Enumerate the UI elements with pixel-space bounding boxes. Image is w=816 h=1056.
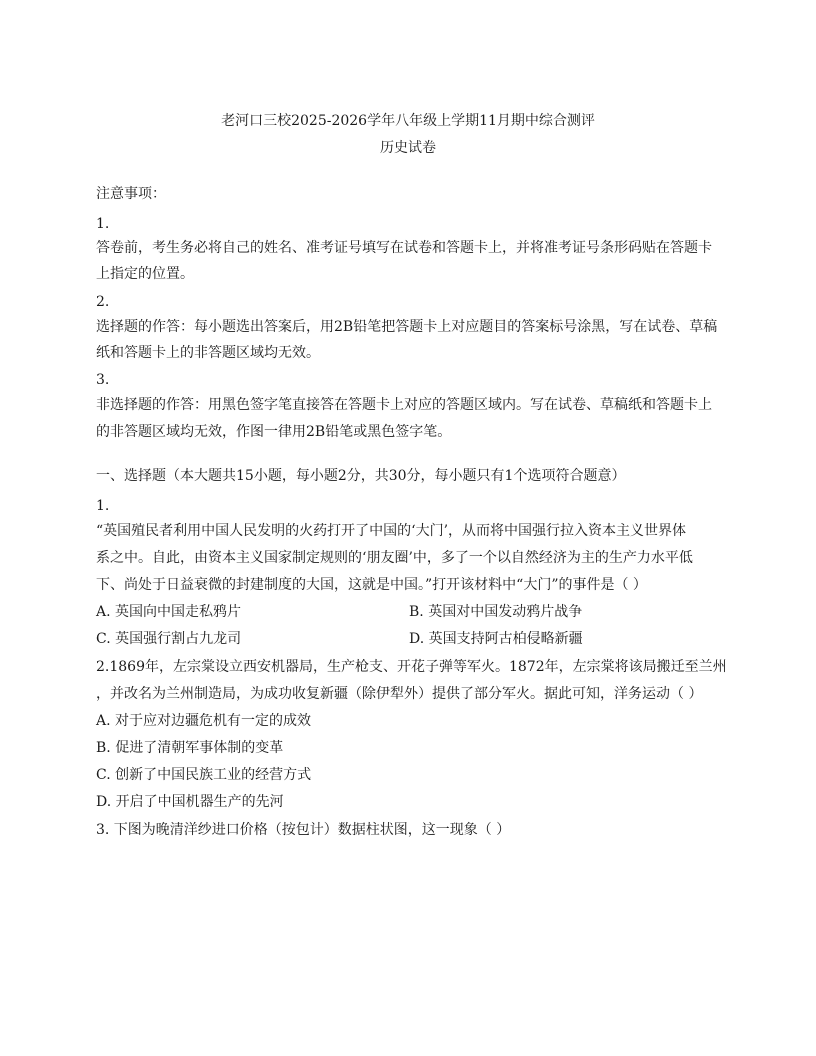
notice-item-number: 2. (96, 294, 110, 310)
question-text: 系之中。自此，由资本主义国家制定规则的‘朋友圈’中，多了一个以自然经济为主的生产力水平低 (96, 550, 693, 566)
answer-option-d: D. 开启了中国机器生产的先河 (96, 794, 284, 810)
notice-item-number: 3. (96, 372, 110, 388)
question-text: 3. 下图为晚清洋纱进口价格（按包计）数据柱状图，这一现象（ ） (96, 822, 511, 838)
answer-option-b: B. 促进了清朝军事体制的变革 (96, 740, 284, 756)
question-text: 2.1869年，左宗棠设立西安机器局，生产枪支、开花子弹等军火。1872年，左宗棠将该局搬迁至兰州 (96, 659, 727, 675)
answer-option-a: A. 对于应对边疆危机有一定的成效 (96, 713, 312, 729)
answer-option-c: C. 英国强行割占九龙司 (96, 631, 242, 647)
notice-heading: 注意事项： (96, 186, 166, 202)
question-number: 1. (96, 498, 110, 514)
notice-item-number: 1. (96, 216, 110, 232)
notice-item-text: 非选择题的作答：用黑色签字笔直接答在答题卡上对应的答题区域内。写在试卷、草稿纸和答题卡上 (96, 397, 712, 413)
notice-item-text: 上指定的位置。 (96, 266, 194, 282)
question-text: ，并改名为兰州制造局，为成功收复新疆（除伊犁外）提供了部分军火。据此可知，洋务运动（ ） (96, 686, 703, 702)
section-heading: 一、选择题（本大题共15小题，每小题2分，共30分，每小题只有1个选项符合题意） (96, 468, 626, 484)
notice-item-text: 答卷前，考生务必将自己的姓名、准考证号填写在试卷和答题卡上，并将准考证号条形码贴在答题卡 (96, 240, 712, 256)
notice-item-text: 纸和答题卡上的非答题区域均无效。 (96, 345, 320, 361)
answer-option-d: D. 英国支持阿古柏侵略新疆 (409, 631, 583, 647)
question-text: “英国殖民者利用中国人民发明的火药打开了中国的‘大门’，从而将中国强行拉入资本主义世界体 (96, 523, 687, 539)
exam-title: 老河口三校2025-2026学年八年级上学期11月期中综合测评 (221, 113, 595, 129)
exam-subject: 历史试卷 (380, 140, 436, 156)
notice-item-text: 选择题的作答：每小题选出答案后，用2B铅笔把答题卡上对应题目的答案标号涂黑，写在试卷、草稿 (96, 319, 718, 335)
answer-option-a: A. 英国向中国走私鸦片 (96, 604, 242, 620)
question-text: 下、尚处于日益衰微的封建制度的大国，这就是中国。”打开该材料中“大门”的事件是（ ） (96, 577, 647, 593)
notice-item-text: 的非答题区域均无效，作图一律用2B铅笔或黑色签字笔。 (96, 424, 452, 440)
answer-option-b: B. 英国对中国发动鸦片战争 (409, 604, 583, 620)
answer-option-c: C. 创新了中国民族工业的经营方式 (96, 767, 312, 783)
